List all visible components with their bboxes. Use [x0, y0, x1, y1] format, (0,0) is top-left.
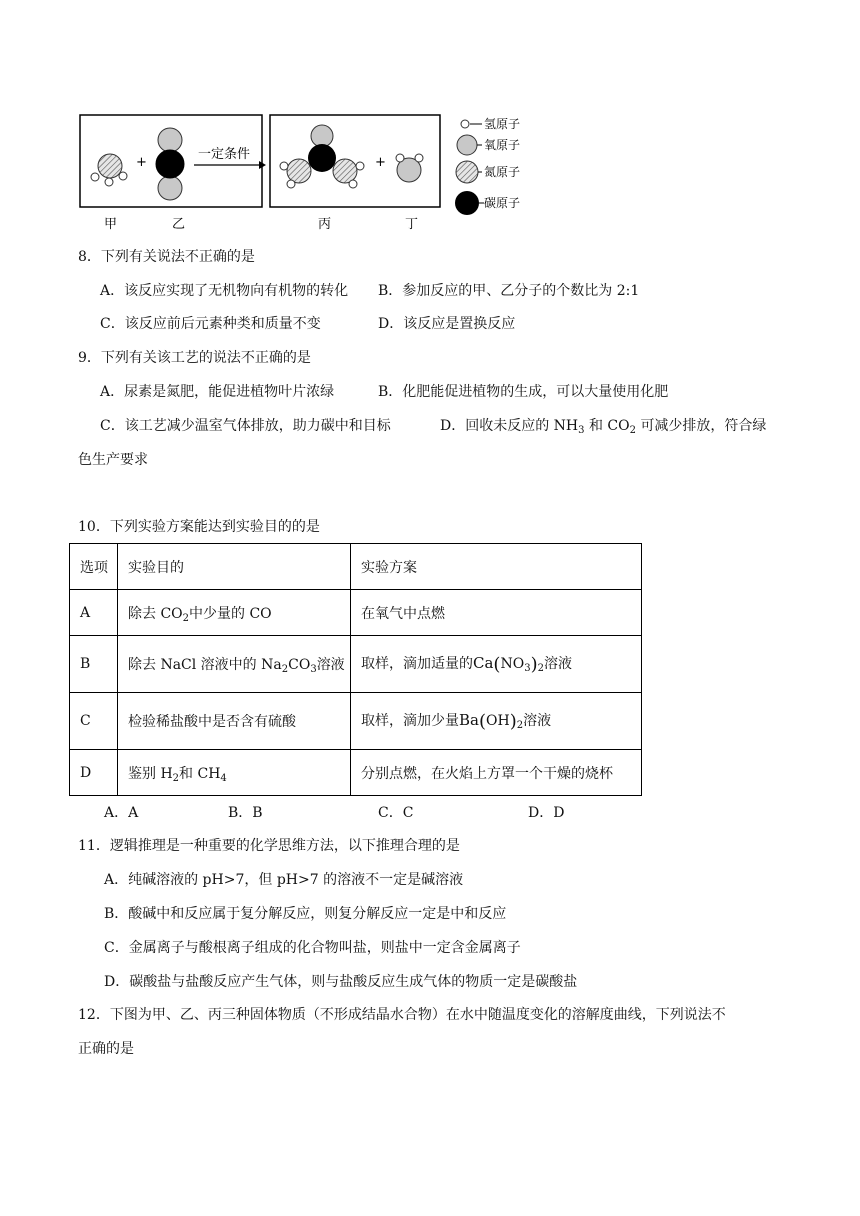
row-d-plan: 分别点燃，在火焰上方罩一个干燥的烧杯 [351, 750, 642, 796]
table-row [70, 750, 642, 796]
header-plan: 实验方案 [351, 544, 642, 590]
q8-option-b[interactable]: B．参加反应的甲、乙分子的个数比为 2:1 [378, 283, 640, 299]
q8-stem: 8．下列有关说法不正确的是 [78, 249, 255, 265]
q9-option-d[interactable]: D．回收未反应的 $NH_3$ 和 $CO_2$ 可减少排放，符合绿 [440, 418, 767, 436]
q9-option-a[interactable]: A．尿素是氮肥，能促进植物叶片浓绿 [100, 384, 335, 400]
q8-option-c[interactable]: C．该反应前后元素种类和质量不变 [100, 316, 321, 332]
q11-option-b[interactable]: B．酸碱中和反应属于复分解反应，则复分解反应一定是中和反应 [104, 906, 507, 922]
q9-option-b[interactable]: B．化肥能促进植物的生成，可以大量使用化肥 [378, 384, 669, 400]
q9-stem: 9．下列有关该工艺的说法不正确的是 [78, 350, 311, 366]
q12-stem: 12．下图为甲、乙、丙三种固体物质（不形成结晶水合物）在水中随温度变化的溶解度曲线，下列说法不 [78, 1007, 726, 1023]
row-b-plan: 取样，滴加适量的$Ca(NO_3)_2$溶液 [351, 636, 642, 693]
q12-stem-cont: 正确的是 [78, 1041, 134, 1057]
row-d-goal: 鉴别 $H_2$和 $CH_4$ [118, 750, 351, 796]
q10-option-d[interactable]: D．D [528, 805, 565, 821]
molecule-yi [156, 128, 184, 200]
experiment-table [69, 543, 642, 796]
q10-stem: 10．下列实验方案能达到实验目的的是 [78, 519, 320, 535]
row-c-goal: 检验稀盐酸中是否含有硫酸 [118, 693, 351, 750]
legend-nitrogen: 氮原子 [484, 165, 521, 179]
q8-option-a[interactable]: A．该反应实现了无机物向有机物的转化 [100, 283, 349, 299]
row-b-option: B [70, 636, 118, 693]
table-header-row [70, 544, 642, 590]
molecule-jia [91, 154, 127, 186]
molecule-ding [396, 154, 423, 182]
label-bing: 丙 [318, 217, 332, 232]
legend-carbon: 碳原子 [484, 196, 521, 210]
reaction-diagram [70, 100, 570, 240]
table-row [70, 636, 642, 693]
q10-option-c[interactable]: C．C [378, 805, 414, 821]
q11-option-c[interactable]: C．金属离子与酸根离子组成的化合物叫盐，则盐中一定含金属离子 [104, 940, 521, 956]
row-d-option: D [70, 750, 118, 796]
legend-oxygen: 氧原子 [484, 138, 521, 152]
plus-sign-2: + [375, 155, 386, 170]
row-a-option: A [70, 590, 118, 636]
label-ding: 丁 [405, 217, 419, 232]
row-c-option: C [70, 693, 118, 750]
q11-stem: 11．逻辑推理是一种重要的化学思维方法，以下推理合理的是 [78, 838, 460, 854]
header-goal: 实验目的 [118, 544, 351, 590]
q11-option-a[interactable]: A．纯碱溶液的 pH>7，但 pH>7 的溶液不一定是碱溶液 [104, 872, 464, 888]
arrow-label: 一定条件 [198, 147, 251, 162]
q11-option-d[interactable]: D．碳酸盐与盐酸反应产生气体，则与盐酸反应生成气体的物质一定是碳酸盐 [104, 974, 578, 990]
q8-option-d[interactable]: D．该反应是置换反应 [378, 316, 516, 332]
q9-option-c[interactable]: C．该工艺减少温室气体排放，助力碳中和目标 [100, 418, 391, 434]
legend [455, 117, 520, 215]
table-row [70, 693, 642, 750]
row-c-plan: 取样，滴加少量$Ba(OH)_2$溶液 [351, 693, 642, 750]
label-jia: 甲 [104, 217, 118, 232]
plus-sign-1: + [136, 155, 147, 170]
molecule-bing [280, 125, 364, 188]
row-a-plan: 在氧气中点燃 [351, 590, 642, 636]
label-yi: 乙 [172, 217, 186, 232]
header-option: 选项 [70, 544, 118, 590]
q9-option-d-cont: 色生产要求 [78, 452, 148, 468]
legend-hydrogen: 氢原子 [484, 117, 521, 131]
row-b-goal: 除去 NaCl 溶液中的 $Na_2CO_3$溶液 [118, 636, 351, 693]
row-a-goal: 除去 $CO_2$中少量的 CO [118, 590, 351, 636]
q10-option-b[interactable]: B．B [228, 805, 263, 821]
table-row [70, 590, 642, 636]
q10-option-a[interactable]: A．A [104, 805, 139, 821]
